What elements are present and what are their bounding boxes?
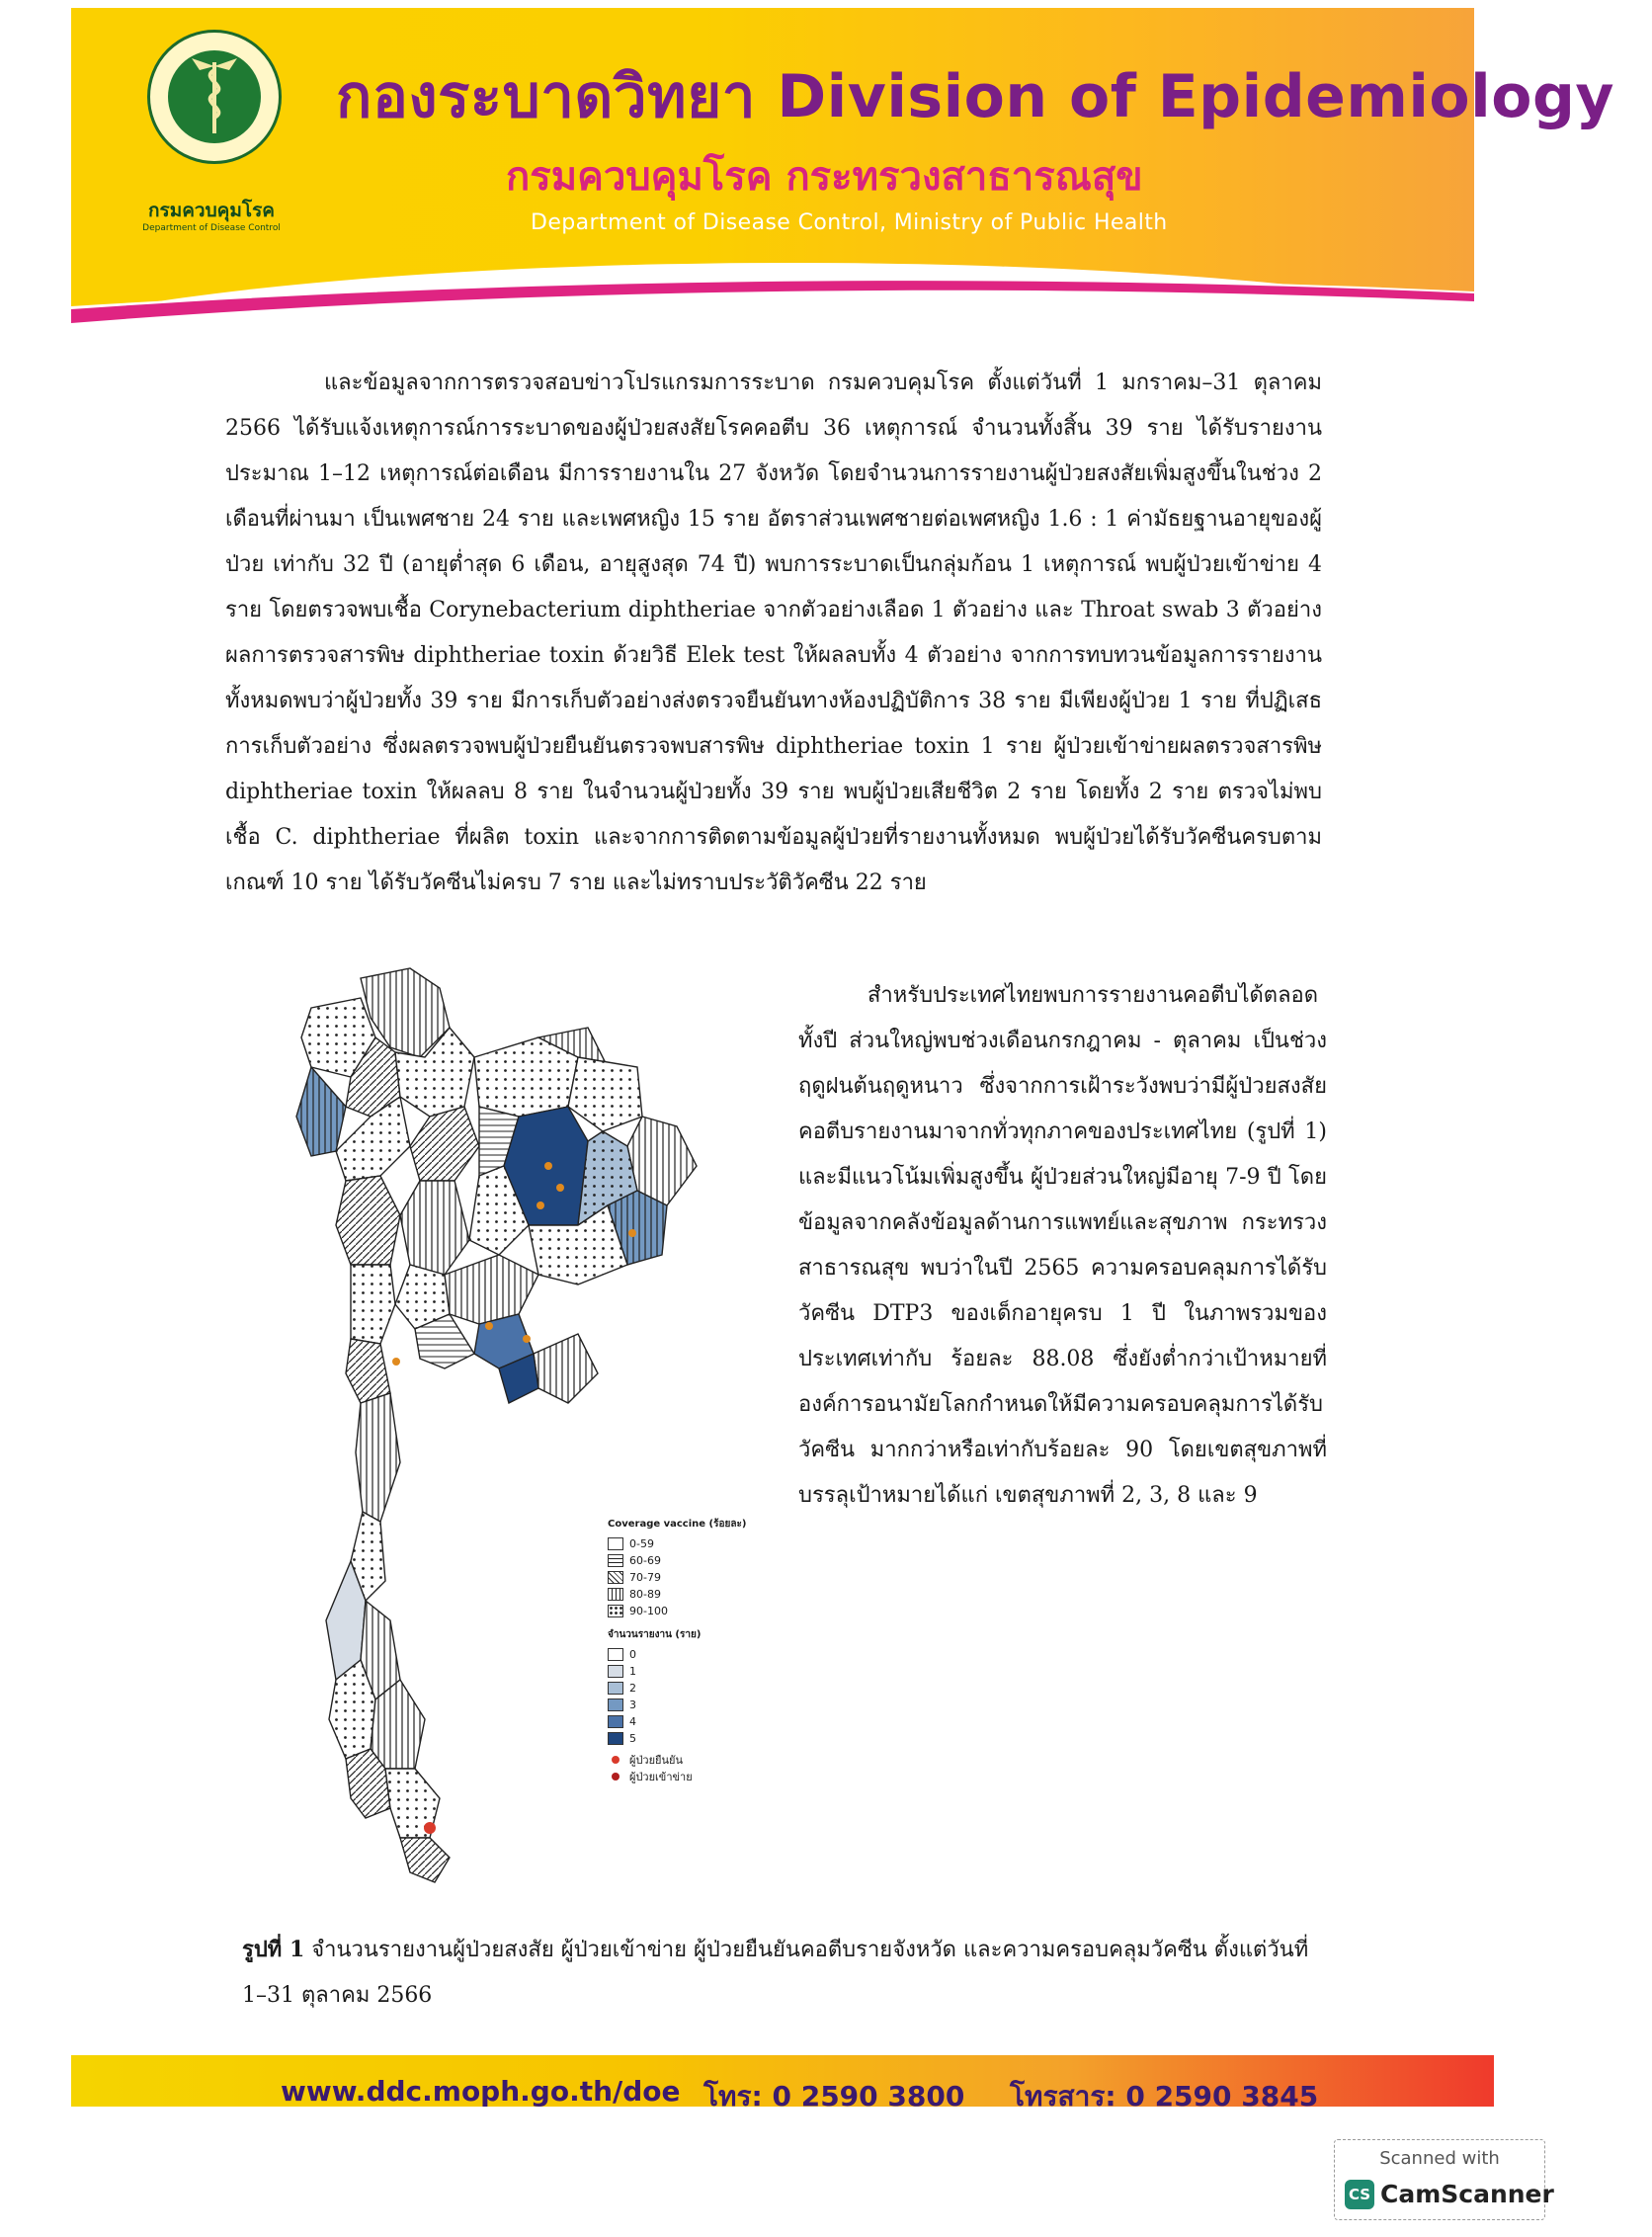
footer-fax: โทรสาร: 0 2590 3845 — [1010, 2080, 1319, 2113]
side-paragraph — [798, 973, 1327, 1519]
footer-phone: โทร: 0 2590 3800 — [703, 2080, 965, 2113]
figure-caption — [242, 1927, 1329, 2019]
paragraph-text: และข้อมูลจากการตรวจสอบข่าวโปรแกรมการระบาด กรมควบคุมโรค ตั้งแต่วันที่ 1 มกราคม–31 ตุลาคม 2566 ได้รับแจ้งเหตุการณ์การระบาดของผู้ป่วยสงสัยโรคคอตีบ 36 เหตุการณ์ จำนวนทั้งสิ้น 39 ราย ได้รับรายงานประมาณ 1–12 เหตุการณ์ต่อเดือน มีการรายงานใน 27 จังหวัด โดยจำนวนการรายงานผู้ป่วยสงสัยเพิ่มสูงขึ้นในช่วง 2 เดือนที่ผ่านมา เป็นเพศชาย 24 ราย และเพศหญิง 15 ราย อัตราส่วนเพศชายต่อเพศหญิง 1.6 : 1 ค่ามัธยฐานอายุของผู้ป่วย เท่ากับ 32 ปี (อายุต่ำสุด 6 เดือน, อายุสูงสุด 74 ปี) พบการระบาดเป็นกลุ่มก้อน 1 เหตุการณ์ พบผู้ป่วยเข้าข่าย 4 ราย โดยตรวจพบเชื้อ Corynebacterium diphtheriae จากตัวอย่างเลือด 1 ตัวอย่าง และ Throat swab 3 ตัวอย่าง ผลการตรวจสารพิษ diphtheriae toxin ด้วยวิธี Elek test ให้ผลลบทั้ง 4 ตัวอย่าง จากการทบทวนข้อมูลการรายงานทั้งหมดพบว่าผู้ป่วยทั้ง 39 ราย มีการเก็บตัวอย่างส่งตรวจยืนยันทางห้องปฏิบัติการ 38 ราย มีเพียงผู้ป่วย 1 ราย ที่ปฏิเสธการเก็บตัวอย่าง ซึ่งผลตรวจพบผู้ป่วยยืนยันตรวจพบสารพิษ diphtheriae toxin 1 ราย ผู้ป่วยเข้าข่ายผลตรวจสารพิษ diphtheriae toxin ให้ผลลบ 8 ราย ในจำนวนผู้ป่วยทั้ง 39 ราย พบผู้ป่วยเสียชีวิต 2 ราย โดยทั้ง 2 ราย ตรวจไม่พบเชื้อ C. diphtheriae ที่ผลิต toxin และจากการติดตามข้อมูลผู้ป่วยที่รายงานทั้งหมด พบผู้ป่วยได้รับวัคซีนครบตามเกณฑ์ 10 ราย ได้รับวัคซีนไม่ครบ 7 ราย และไม่ทราบประวัติวัคซีน 22 ราย — [225, 371, 1322, 895]
ministry-seal-icon — [147, 30, 282, 164]
page-footer — [71, 2055, 1494, 2113]
department-title-th: กรมควบคุมโรค กระทรวงสาธารณสุข — [506, 154, 1143, 200]
map-legend — [608, 1517, 766, 1784]
legend-item: 80-89 — [608, 1586, 766, 1603]
legend-item: 90-100 — [608, 1603, 766, 1619]
legend-item: 0-59 — [608, 1535, 766, 1552]
legend-item: 0 — [608, 1646, 766, 1663]
main-paragraph — [225, 361, 1322, 906]
header-swoosh — [71, 252, 1474, 346]
camscanner-icon: CS — [1345, 2180, 1374, 2209]
logo-text-th: กรมควบคุมโรค — [147, 200, 276, 221]
legend-item: 70-79 — [608, 1569, 766, 1586]
legend-item: 5 — [608, 1730, 766, 1747]
legend-marker-confirmed: ผู้ป่วยยืนยัน — [608, 1751, 766, 1768]
legend-item: 60-69 — [608, 1552, 766, 1569]
legend-item: 4 — [608, 1713, 766, 1730]
page-title: กองระบาดวิทยา Division of Epidemiology — [336, 62, 1614, 131]
camscanner-watermark — [1334, 2139, 1554, 2220]
legend-count-title: จำนวนรายงาน (ราย) — [608, 1629, 702, 1640]
camscanner-name: CamScanner — [1380, 2180, 1554, 2208]
legend-item: 1 — [608, 1663, 766, 1680]
legend-marker-probable: ผู้ป่วยเข้าข่าย — [608, 1768, 766, 1784]
figure-caption-text: จำนวนรายงานผู้ป่วยสงสัย ผู้ป่วยเข้าข่าย ผู้ป่วยยืนยันคอตีบรายจังหวัด และความครอบคลุมวัคซีน ตั้งแต่วันที่ 1–31 ตุลาคม 2566 — [242, 1938, 1309, 2008]
legend-item: 3 — [608, 1697, 766, 1713]
side-paragraph-text: สำหรับประเทศไทยพบการรายงานคอตีบได้ตลอดทั้งปี ส่วนใหญ่พบช่วงเดือนกรกฎาคม - ตุลาคม เป็นช่วงฤดูฝนต้นฤดูหนาว ซึ่งจากการเฝ้าระวังพบว่ามีผู้ป่วยสงสัยคอตีบรายงานมาจากทั่วทุกภาคของประเทศไทย (รูปที่ 1) และมีแนวโน้มเพิ่มสูงขึ้น ผู้ป่วยส่วนใหญ่มีอายุ 7-9 ปี โดยข้อมูลจากคลังข้อมูลด้านการแพทย์และสุขภาพ กระทรวงสาธารณสุข พบว่าในปี 2565 ความครอบคลุมการได้รับวัคซีน DTP3 ของเด็กอายุครบ 1 ปี ในภาพรวมของประเทศเท่ากับ ร้อยละ 88.08 ซึ่งยังต่ำกว่าเป้าหมายที่องค์การอนามัยโลกกำหนดให้มีความครอบคลุมการได้รับวัคซีน มากกว่าหรือเท่ากับร้อยละ 90 โดยเขตสุขภาพที่บรรลุเป้าหมายได้แก่ เขตสุขภาพที่ 2, 3, 8 และ 9 — [798, 983, 1327, 1508]
ddc-logo — [113, 30, 310, 267]
footer-website: www.ddc.moph.go.th/doe — [281, 2075, 681, 2108]
logo-text-en: Department of Disease Control — [142, 223, 281, 233]
legend-item: 2 — [608, 1680, 766, 1697]
scanned-with-label: Scanned with — [1379, 2148, 1500, 2169]
figure-number: รูปที่ 1 — [242, 1937, 305, 1962]
legend-coverage-title: Coverage vaccine (ร้อยละ) — [608, 1519, 747, 1530]
department-title-en: Department of Disease Control, Ministry of Public Health — [531, 210, 1168, 235]
